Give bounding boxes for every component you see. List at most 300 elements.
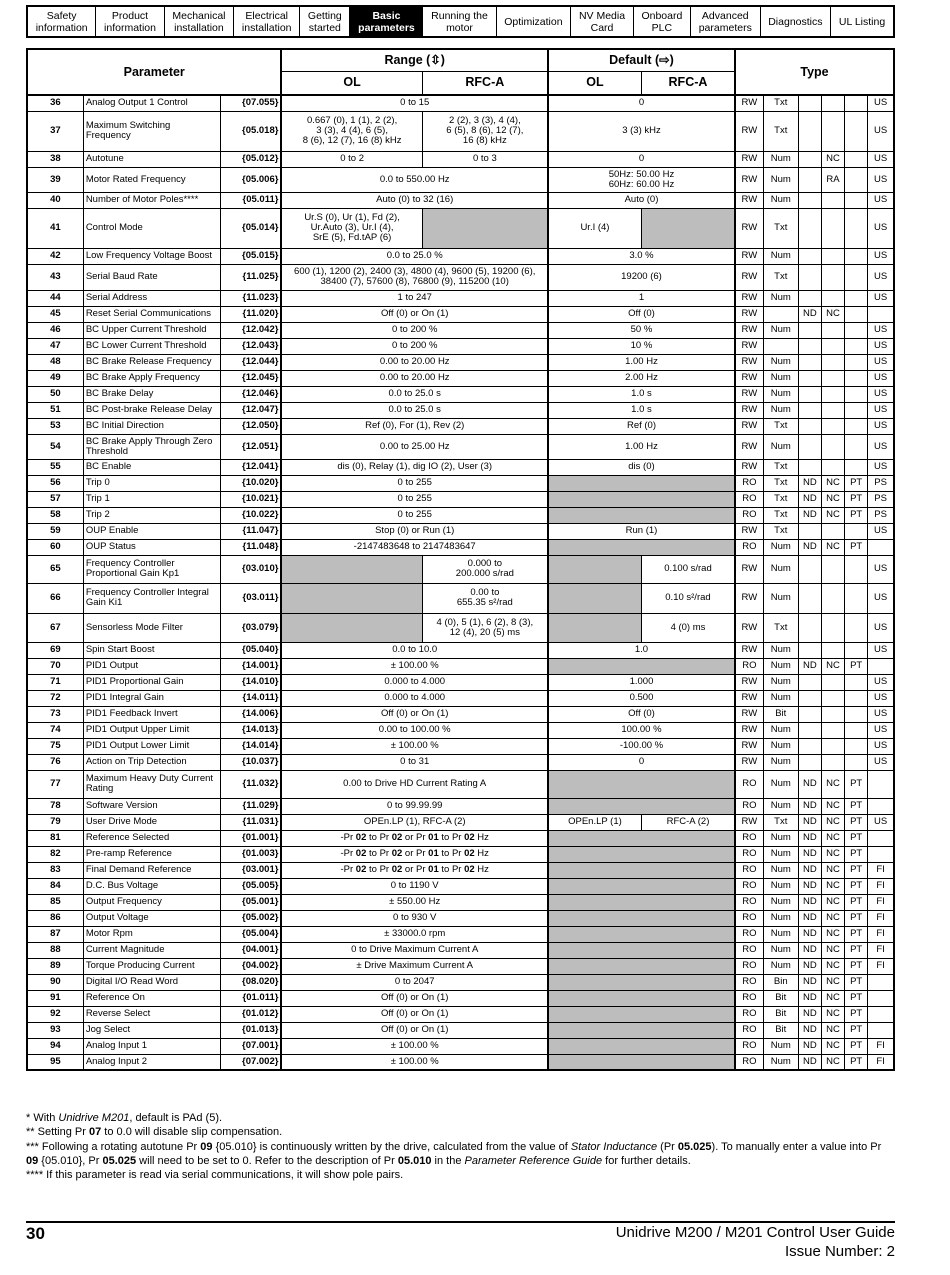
type-flag: PT [845,878,868,894]
nav-tab[interactable]: Safety information [28,7,96,36]
parameter-number: 85 [27,894,83,910]
parameter-number: 87 [27,926,83,942]
type-flag: RO [735,491,763,507]
type-flag: PT [845,1022,868,1038]
default-value: 1.00 Hz [548,434,735,459]
type-flag: NC [821,958,844,974]
type-flag: FI [868,926,894,942]
default-value [548,658,735,674]
parameter-number: 37 [27,111,83,151]
type-flag: ND [798,1022,821,1038]
default-value: 1 [548,290,735,306]
type-flag: RW [735,642,763,658]
default-value [548,1038,735,1054]
parameter-ref: {03.010} [220,555,281,583]
footnote: *** Following a rotating autotune Pr 09 {05.010} is continuously written by the drive, calculated from the value of Stator Inductance (Pr 05.025). To manually enter a value into Pr 09 {05.010}, Pr 05.025 will need to be set to 0. Refer to the description of Pr 05.010 in the Parameter Reference Guide for further details. [26,1140,882,1167]
range-value: 1 to 247 [281,290,548,306]
type-flag: US [868,418,894,434]
range-value: 0.00 to 25.00 Hz [281,434,548,459]
parameter-name: Analog Input 2 [83,1054,220,1070]
type-flag [821,192,844,208]
nav-tab[interactable]: Onboard PLC [634,7,691,36]
type-flag [821,613,844,642]
range-value: 0.0 to 25.0 % [281,248,548,264]
range-value: ± 100.00 % [281,1038,548,1054]
type-flag: US [868,111,894,151]
type-flag: US [868,613,894,642]
parameter-number: 48 [27,354,83,370]
parameter-name: D.C. Bus Voltage [83,878,220,894]
type-flag: Bit [763,990,798,1006]
parameter-name: PID1 Proportional Gain [83,674,220,690]
type-flag: US [868,706,894,722]
parameter-number: 56 [27,475,83,491]
type-flag [868,306,894,322]
nav-tab[interactable]: NV Media Card [571,7,634,36]
parameter-name: OUP Status [83,539,220,555]
parameter-ref: {12.044} [220,354,281,370]
default-value [548,846,735,862]
type-flag: Num [763,354,798,370]
type-flag: ND [798,539,821,555]
nav-tab[interactable]: Electrical installation [234,7,300,36]
type-flag: Num [763,674,798,690]
range-value: Off (0) or On (1) [281,990,548,1006]
type-flag [798,722,821,738]
type-flag [821,738,844,754]
parameter-ref: {14.011} [220,690,281,706]
table-row [27,798,894,814]
nav-tab[interactable]: Advanced parameters [691,7,761,36]
parameter-name: BC Brake Delay [83,386,220,402]
type-flag: ND [798,830,821,846]
default-value: 100.00 % [548,722,735,738]
nav-tab[interactable]: Diagnostics [761,7,832,36]
table-row [27,658,894,674]
type-flag: US [868,354,894,370]
default-value: 0.500 [548,690,735,706]
nav-tab[interactable]: Optimization [497,7,572,36]
type-flag: Num [763,862,798,878]
type-flag: RW [735,95,763,111]
table-row [27,151,894,167]
type-flag: US [868,208,894,248]
type-flag [821,354,844,370]
type-flag [845,306,868,322]
parameter-name: Frequency Controller Proportional Gain Kp1 [83,555,220,583]
type-flag [845,370,868,386]
type-flag: FI [868,1054,894,1070]
type-flag: NC [821,846,844,862]
nav-tab[interactable]: Product information [96,7,164,36]
type-flag [763,306,798,322]
type-flag [798,613,821,642]
parameter-ref: {10.022} [220,507,281,523]
parameter-name: Action on Trip Detection [83,754,220,770]
type-flag: RO [735,475,763,491]
parameter-name: Sensorless Mode Filter [83,613,220,642]
issue-number: Issue Number: 2 [784,1243,895,1260]
type-flag [845,111,868,151]
type-flag: PT [845,798,868,814]
type-flag: RW [735,754,763,770]
type-flag: PT [845,942,868,958]
range-value: ± 100.00 % [281,658,548,674]
table-row [27,830,894,846]
type-flag [845,386,868,402]
range-ol-value: Ur.S (0), Ur (1), Fd (2), Ur.Auto (3), Ur.I (4), SrE (5), Fd.tAP (6) [281,208,422,248]
type-flag: RO [735,990,763,1006]
parameter-table [26,48,895,1071]
type-flag: RW [735,555,763,583]
type-flag: RW [735,151,763,167]
type-flag: US [868,192,894,208]
parameter-number: 75 [27,738,83,754]
guide-title: Unidrive M200 / M201 Control User Guide [615,1224,895,1241]
type-flag [798,555,821,583]
type-flag: Num [763,738,798,754]
type-flag: RW [735,523,763,539]
type-flag: RO [735,539,763,555]
type-flag [798,264,821,290]
header-default-ol: OL [548,71,642,95]
type-flag: RW [735,814,763,830]
type-flag: FI [868,878,894,894]
table-row [27,862,894,878]
parameter-ref: {11.032} [220,770,281,798]
type-flag: FI [868,1038,894,1054]
type-flag [845,555,868,583]
type-flag: US [868,459,894,475]
type-flag [821,338,844,354]
type-flag: ND [798,1054,821,1070]
type-flag [845,151,868,167]
type-flag [798,354,821,370]
parameter-number: 42 [27,248,83,264]
default-value [548,942,735,958]
range-value: 0.00 to 20.00 Hz [281,354,548,370]
type-flag: US [868,738,894,754]
type-flag: NC [821,894,844,910]
parameter-name: Serial Address [83,290,220,306]
range-value: 0 to 255 [281,491,548,507]
type-flag: NC [821,814,844,830]
parameter-ref: {11.023} [220,290,281,306]
parameter-number: 41 [27,208,83,248]
parameter-name: BC Brake Apply Through Zero Threshold [83,434,220,459]
parameter-ref: {14.014} [220,738,281,754]
table-row [27,338,894,354]
nav-tab[interactable]: Getting started [300,7,350,36]
type-flag: RW [735,738,763,754]
type-flag [868,974,894,990]
type-flag [798,290,821,306]
footnote: ** Setting Pr 07 to 0.0 will disable slip compensation. [26,1126,283,1139]
type-flag: NC [821,878,844,894]
type-flag: RW [735,370,763,386]
type-flag: PT [845,658,868,674]
type-flag: ND [798,770,821,798]
type-flag [868,798,894,814]
default-ol-value [548,555,642,583]
parameter-number: 92 [27,1006,83,1022]
type-flag [868,830,894,846]
parameter-number: 46 [27,322,83,338]
parameter-number: 93 [27,1022,83,1038]
parameter-ref: {03.079} [220,613,281,642]
parameter-name: Trip 0 [83,475,220,491]
type-flag: RO [735,926,763,942]
table-row [27,507,894,523]
type-flag [821,248,844,264]
type-flag: RW [735,386,763,402]
parameter-name: Analog Input 1 [83,1038,220,1054]
nav-tab[interactable]: Basic parameters [350,7,423,36]
type-flag: RW [735,111,763,151]
type-flag: US [868,151,894,167]
type-flag: RO [735,878,763,894]
table-row [27,613,894,642]
header-parameter: Parameter [27,49,281,95]
table-row [27,264,894,290]
type-flag [821,386,844,402]
parameter-name: Maximum Switching Frequency [83,111,220,151]
parameter-number: 45 [27,306,83,322]
parameter-number: 65 [27,555,83,583]
type-flag: RW [735,167,763,192]
type-flag: RW [735,192,763,208]
parameter-number: 55 [27,459,83,475]
type-flag [798,386,821,402]
parameter-name: Digital I/O Read Word [83,974,220,990]
parameter-number: 94 [27,1038,83,1054]
type-flag: US [868,642,894,658]
type-flag: US [868,814,894,830]
type-flag [821,523,844,539]
default-value: Ref (0) [548,418,735,434]
range-ol-value [281,555,422,583]
type-flag: Txt [763,475,798,491]
type-flag: NC [821,1054,844,1070]
type-flag: ND [798,658,821,674]
type-flag: FI [868,942,894,958]
type-flag [845,706,868,722]
type-flag: Bit [763,706,798,722]
type-flag: US [868,722,894,738]
header-type: Type [735,49,894,95]
parameter-ref: {11.025} [220,264,281,290]
default-rfca-value: 0.10 s²/rad [641,583,735,613]
type-flag: RO [735,862,763,878]
table-row [27,958,894,974]
range-value: 0 to 255 [281,475,548,491]
type-flag [868,990,894,1006]
default-value [548,770,735,798]
header-default-rfca: RFC-A [641,71,735,95]
parameter-ref: {12.045} [220,370,281,386]
type-flag: ND [798,507,821,523]
default-value: 0 [548,95,735,111]
type-flag [798,523,821,539]
type-flag: FI [868,862,894,878]
default-value [548,894,735,910]
parameter-name: BC Lower Current Threshold [83,338,220,354]
type-flag: ND [798,306,821,322]
parameter-ref: {01.001} [220,830,281,846]
page-number: 30 [26,1224,45,1243]
type-flag [798,418,821,434]
range-rfca-value: 0.00 to 655.35 s²/rad [422,583,548,613]
default-value: 1.000 [548,674,735,690]
type-flag: ND [798,958,821,974]
type-flag: ND [798,894,821,910]
range-value: ± 100.00 % [281,738,548,754]
range-ol-value [281,613,422,642]
parameter-ref: {10.021} [220,491,281,507]
parameter-number: 88 [27,942,83,958]
parameter-name: BC Post-brake Release Delay [83,402,220,418]
parameter-ref: {05.001} [220,894,281,910]
parameter-ref: {14.006} [220,706,281,722]
type-flag [821,208,844,248]
type-flag: PT [845,814,868,830]
type-flag: NC [821,539,844,555]
nav-tab[interactable]: Running the motor [423,7,496,36]
parameter-ref: {03.001} [220,862,281,878]
type-flag: Num [763,958,798,974]
parameter-number: 36 [27,95,83,111]
type-flag [821,754,844,770]
type-flag: Txt [763,613,798,642]
parameter-ref: {11.020} [220,306,281,322]
parameter-name: Reference Selected [83,830,220,846]
type-flag: Num [763,722,798,738]
table-row [27,583,894,613]
table-row [27,754,894,770]
range-value: 0.000 to 4.000 [281,674,548,690]
parameter-ref: {01.011} [220,990,281,1006]
default-value [548,926,735,942]
type-flag: ND [798,990,821,1006]
type-flag: FI [868,894,894,910]
type-flag [798,690,821,706]
type-flag: PT [845,926,868,942]
type-flag: Num [763,894,798,910]
type-flag [821,418,844,434]
type-flag: RO [735,658,763,674]
parameter-name: PID1 Output [83,658,220,674]
parameter-ref: {07.002} [220,1054,281,1070]
parameter-ref: {12.050} [220,418,281,434]
table-row [27,690,894,706]
range-value: 0 to 930 V [281,910,548,926]
type-flag [798,370,821,386]
type-flag: PT [845,974,868,990]
type-flag [798,95,821,111]
type-flag [845,402,868,418]
type-flag [845,167,868,192]
type-flag: PT [845,1006,868,1022]
type-flag: ND [798,878,821,894]
type-flag: RW [735,613,763,642]
type-flag: RW [735,322,763,338]
type-flag: Num [763,942,798,958]
table-row [27,523,894,539]
type-flag [821,706,844,722]
type-flag [798,151,821,167]
type-flag: RO [735,1038,763,1054]
type-flag: ND [798,846,821,862]
type-flag [845,583,868,613]
default-value: 3 (3) kHz [548,111,735,151]
parameter-name: Trip 1 [83,491,220,507]
parameter-ref: {05.040} [220,642,281,658]
type-flag [798,208,821,248]
parameter-number: 84 [27,878,83,894]
default-rfca-value: 4 (0) ms [641,613,735,642]
type-flag: PT [845,910,868,926]
range-value: ± Drive Maximum Current A [281,958,548,974]
parameter-ref: {12.051} [220,434,281,459]
type-flag [763,338,798,354]
type-flag: RW [735,306,763,322]
parameter-name: Trip 2 [83,507,220,523]
table-row [27,418,894,434]
table-row [27,1038,894,1054]
range-value: -Pr 02 to Pr 02 or Pr 01 to Pr 02 Hz [281,862,548,878]
default-value [548,990,735,1006]
type-flag: US [868,338,894,354]
table-row [27,354,894,370]
type-flag: Num [763,192,798,208]
nav-tab[interactable]: Mechanical installation [165,7,235,36]
header-default: Default (⇨) [548,49,735,71]
type-flag [798,459,821,475]
range-ol-value: 0.667 (0), 1 (1), 2 (2), 3 (3), 4 (4), 6 (5), 8 (6), 12 (7), 16 (8) kHz [281,111,422,151]
parameter-number: 69 [27,642,83,658]
type-flag [845,418,868,434]
parameter-name: Analog Output 1 Control [83,95,220,111]
parameter-number: 73 [27,706,83,722]
parameter-name: Reference On [83,990,220,1006]
type-flag [821,642,844,658]
type-flag: RW [735,338,763,354]
nav-tab[interactable]: UL Listing [838,15,886,28]
table-row [27,814,894,830]
type-flag: Num [763,1038,798,1054]
table-row [27,192,894,208]
type-flag: US [868,555,894,583]
table-row [27,208,894,248]
default-value [548,1054,735,1070]
type-flag: NC [821,830,844,846]
default-value: dis (0) [548,459,735,475]
parameter-name: Reset Serial Communications [83,306,220,322]
type-flag [821,583,844,613]
section-nav-tabs [26,5,895,38]
type-flag: Num [763,583,798,613]
type-flag: Num [763,370,798,386]
range-value: -Pr 02 to Pr 02 or Pr 01 to Pr 02 Hz [281,846,548,862]
parameter-ref: {12.046} [220,386,281,402]
type-flag: RO [735,1022,763,1038]
parameter-name: BC Upper Current Threshold [83,322,220,338]
parameter-ref: {07.055} [220,95,281,111]
range-value: 600 (1), 1200 (2), 2400 (3), 4800 (4), 9600 (5), 19200 (6), 38400 (7), 57600 (8), 76800 (9), 115200 (10) [281,264,548,290]
parameter-ref: {01.003} [220,846,281,862]
type-flag: ND [798,942,821,958]
table-row [27,475,894,491]
